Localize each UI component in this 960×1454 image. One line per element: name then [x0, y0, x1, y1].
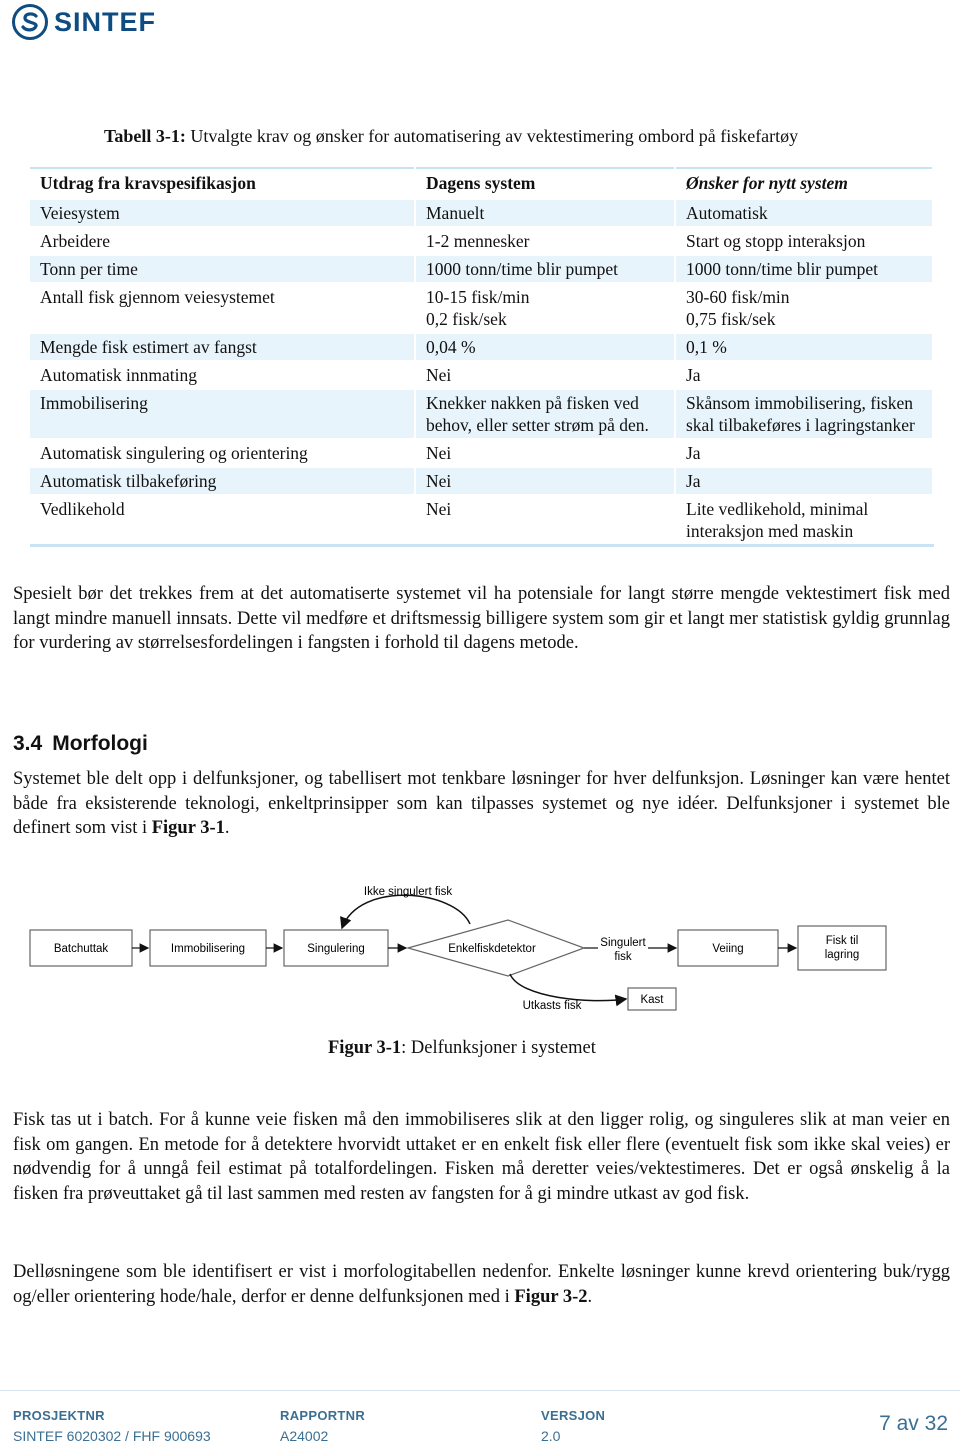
table-cell: 1-2 mennesker	[415, 227, 675, 255]
paragraph-subfunctions	[13, 767, 950, 841]
table-cell: Arbeidere	[30, 227, 415, 255]
diagram-node-fisk-til-lagring	[798, 926, 886, 970]
node-label: Singulering	[307, 943, 365, 955]
figure-caption	[328, 1038, 596, 1059]
figure-reference-link[interactable]: Figur 3-1	[151, 818, 225, 839]
table-caption-label: Tabell 3-1:	[104, 126, 186, 146]
table-cell: Manuelt	[415, 199, 675, 227]
diagram-node-enkelfiskdetektor	[408, 920, 584, 976]
loop-label: Ikke singulert fisk	[363, 886, 453, 898]
table-cell: 10-15 fisk/min 0,2 fisk/sek	[415, 283, 675, 333]
figure-caption-text: : Delfunksjoner i systemet	[401, 1038, 596, 1058]
page-number: 7 av 32	[879, 1412, 948, 1435]
table-cell: Ja	[675, 467, 933, 495]
table-cell: Automatisk	[675, 199, 933, 227]
paragraph-text: Delløsningene som ble identifisert er vist i morfologitabellen nedenfor. Enkelte løsninger kunne krevd orientering buk/rygg og/eller orientering hode/hale, derfor er denne delfunksjonen med i	[13, 1262, 950, 1307]
table-cell: 0,1 %	[675, 333, 933, 361]
requirements-table	[30, 167, 934, 547]
node-label: Fisk til	[825, 935, 859, 947]
table-cell: 1000 tonn/time blir pumpet	[675, 255, 933, 283]
diagram-node-veiing	[678, 930, 778, 966]
figure-caption-label: Figur 3-1	[328, 1038, 402, 1058]
table-row	[30, 467, 933, 495]
footer-project-value: SINTEF 6020302 / FHF 900693	[13, 1428, 211, 1444]
table-row	[30, 439, 933, 467]
table-cell: 1000 tonn/time blir pumpet	[415, 255, 675, 283]
footer-divider	[0, 1390, 960, 1391]
table-cell: Ja	[675, 361, 933, 389]
table-row	[30, 199, 933, 227]
footer-report	[280, 1408, 365, 1444]
table-header-cell: Utdrag fra kravspesifikasjon	[30, 168, 415, 199]
table-cell: Veiesystem	[30, 199, 415, 227]
node-label: Kast	[640, 994, 664, 1006]
subfunction-diagram	[0, 870, 960, 1020]
table-cell: Lite vedlikehold, minimal interaksjon med maskin	[675, 495, 933, 546]
footer-version	[541, 1408, 605, 1444]
table-row	[30, 361, 933, 389]
table-header-cell: Ønsker for nytt system	[675, 168, 933, 199]
page-footer	[0, 1390, 960, 1454]
node-label: Immobilisering	[170, 943, 246, 955]
diagram-node-singulering	[284, 930, 388, 966]
table-cell: Nei	[415, 467, 675, 495]
paragraph-automation-benefit: Spesielt bør det trekkes frem at det automatiserte systemet vil ha potensiale for langt større mengde vektestimert fisk med langt mindre manuell innsats. Dette vil medføre et driftsmessig billigere system som gir et langt mer statistisk gyldig grunnlag for vurdering av størrelsesfordelingen i fangsten i forhold til dagens metode.	[13, 584, 950, 654]
table-row	[30, 283, 933, 333]
section-number: 3.4	[13, 732, 43, 755]
section-heading	[13, 732, 158, 756]
table-cell: Nei	[415, 495, 675, 546]
footer-project	[13, 1408, 211, 1444]
table-header-row	[30, 168, 933, 199]
table-cell: Knekker nakken på fisken ved behov, eller setter strøm på den.	[415, 389, 675, 439]
table-header-cell: Dagens system	[415, 168, 675, 199]
figure-reference-link[interactable]: Figur 3-2	[514, 1286, 588, 1307]
paragraph-text: Systemet ble delt opp i delfunksjoner, og tabellisert mot tenkbare løsninger for hver delfunksjon. Løsninger kan være hentet både fra eksisterende teknologi, enkeltprinsipper som kan tilpasses systemet og nye idéer. Delfunksjoner i systemet ble definert som vist i	[13, 769, 950, 839]
table-cell: Nei	[415, 439, 675, 467]
diagram-node-singulert-fisk	[600, 937, 646, 963]
table-cell: Vedlikehold	[30, 495, 415, 546]
paragraph-morphology	[13, 1260, 950, 1309]
footer-report-label: RAPPORTNR	[280, 1408, 366, 1423]
table-cell: Tonn per time	[30, 255, 415, 283]
table-cell: Ja	[675, 439, 933, 467]
paragraph-process-description: Fisk tas ut i batch. For å kunne veie fisken må den immobiliseres slik at den ligger rolig, og singuleres slik at man veier en fisk om gangen. En metode for å detektere hvorvidt uttaket er en enkelt fisk eller flere (eventuelt fisk som ikke skal veies) er nødvendig for å unngå feil estimat på totalfordelingen. Fisken må deretter veies/vektestimeres. Det er også ønskelig å la fisken fra prøveuttaket gå til last sammen med resten av fangsten for å gi mindre utkast av god fisk.	[13, 1110, 950, 1204]
logo-text: SINTEF	[54, 6, 157, 37]
table-cell: Skånsom immobilisering, fisken skal tilbakeføres i lagringstanker	[675, 389, 933, 439]
diagram-node-kast	[628, 988, 676, 1010]
section-title: Morfologi	[52, 732, 148, 755]
reject-arrow	[510, 974, 626, 1001]
node-label: Singulert	[600, 937, 646, 949]
node-label: lagring	[824, 949, 860, 961]
node-label: Veiing	[712, 943, 744, 955]
table-cell: Nei	[415, 361, 675, 389]
table-cell: Automatisk innmating	[30, 361, 415, 389]
reject-label: Utkasts fisk	[522, 1000, 582, 1012]
footer-project-label: PROSJEKTNR	[13, 1408, 105, 1423]
footer-version-value: 2.0	[541, 1428, 561, 1444]
footer-version-label: VERSJON	[541, 1408, 606, 1423]
table-row	[30, 389, 933, 439]
table-cell: Automatisk tilbakeføring	[30, 467, 415, 495]
table-cell: 0,04 %	[415, 333, 675, 361]
node-label: Enkelfiskdetektor	[448, 943, 536, 955]
table-caption	[104, 126, 798, 147]
table-row	[30, 333, 933, 361]
table-cell: Automatisk singulering og orientering	[30, 439, 415, 467]
table-caption-text: Utvalgte krav og ønsker for automatisering av vektestimering ombord på fiskefartøy	[185, 126, 799, 146]
table-row	[30, 227, 933, 255]
table-cell: Immobilisering	[30, 389, 415, 439]
footer-report-value: A24002	[280, 1428, 329, 1444]
diagram-node-batchuttak	[30, 930, 132, 966]
sintef-logo-icon	[12, 4, 48, 40]
table-cell: Antall fisk gjennom veiesystemet	[30, 283, 415, 333]
table-cell: Mengde fisk estimert av fangst	[30, 333, 415, 361]
table-cell: Start og stopp interaksjon	[675, 227, 933, 255]
paragraph-end: .	[587, 1286, 593, 1307]
node-label: Batchuttak	[53, 943, 109, 955]
sintef-logo	[12, 4, 156, 40]
diagram-node-immobilisering	[150, 930, 266, 966]
loop-arrow	[342, 895, 470, 928]
paragraph-end: .	[224, 818, 230, 839]
table-row	[30, 495, 933, 546]
table-cell: 30-60 fisk/min 0,75 fisk/sek	[675, 283, 933, 333]
table-row	[30, 255, 933, 283]
node-label: fisk	[614, 951, 632, 963]
